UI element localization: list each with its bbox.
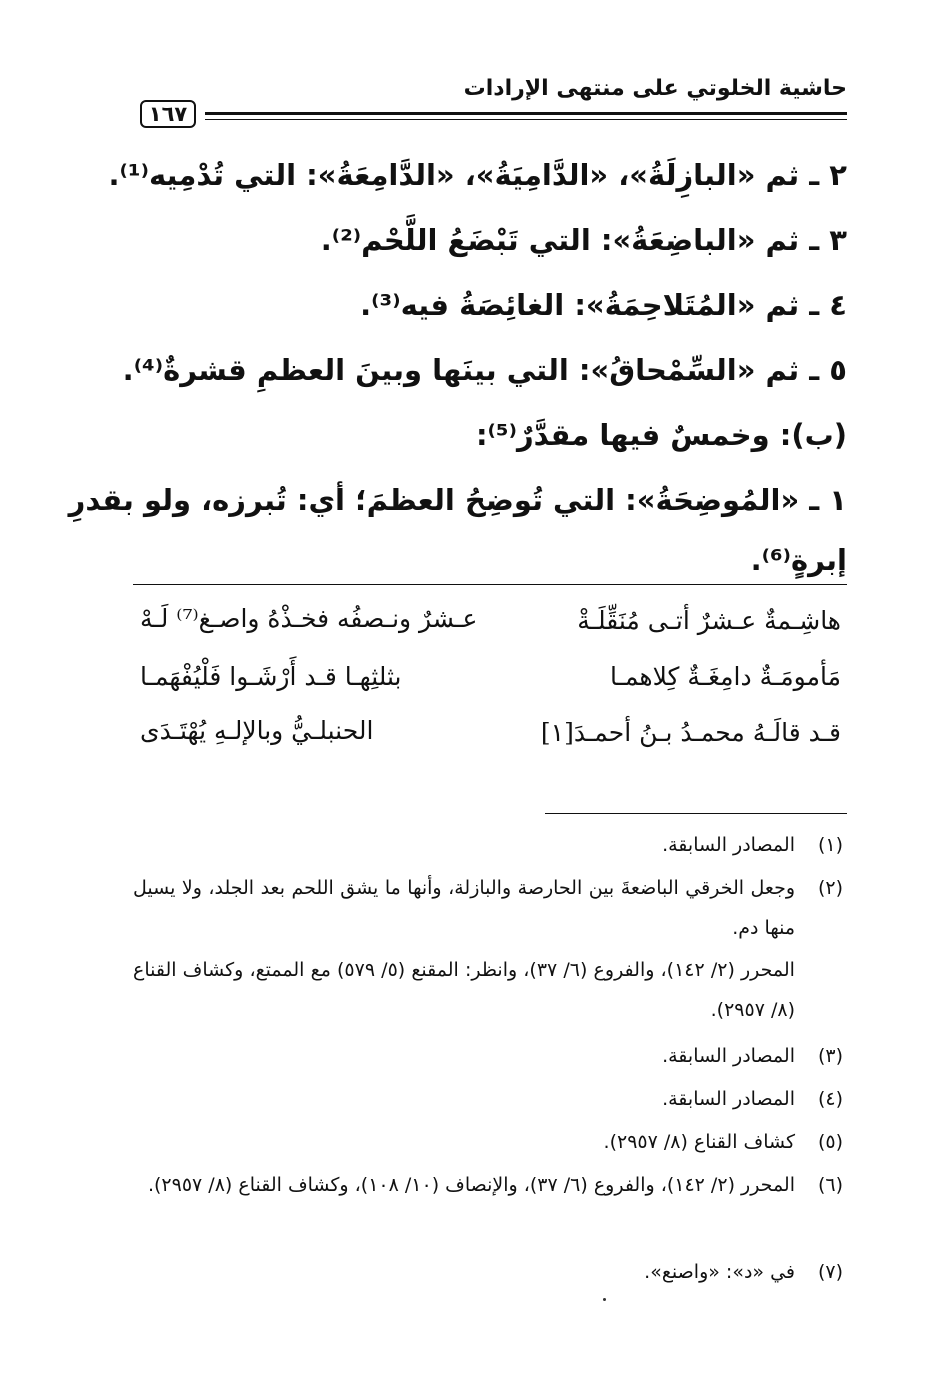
page-number: ١٦٧: [140, 100, 196, 128]
text-line-4: ٤ ـ ثم «المُتَلاحِمَةُ»: الغائِصَةُ فيه⁽³⁾.: [360, 288, 847, 322]
footnote-number: (٧): [817, 1261, 843, 1283]
footnote-number: (٤): [817, 1088, 843, 1110]
footnote-5: [133, 1122, 843, 1162]
poem-verse-1-left: عـشرٌ ونـصفُه فخـذْهُ واصـغ⁽⁷⁾ لَـهْ: [140, 604, 478, 633]
footnote-number: (٦): [817, 1174, 843, 1196]
footnote-text: المصادر السابقة.: [662, 1088, 795, 1110]
footnote-6-text: المحرر (٢/ ١٤٢)، والفروع (٦/ ٣٧)، والإنصاف (١٠/ ١٠٨)، وكشاف القناع (٨/ ٢٩٥٧).: [147, 1174, 795, 1196]
main-text-divider: [133, 584, 847, 585]
poem-verse-1-right: هاشِـمةٌ عـشرٌ أتـى مُنَقِّلَـةْ: [577, 606, 841, 635]
footnote-2-sources: المحرر (٢/ ١٤٢)، والفروع (٦/ ٣٧)، وانظر: المقنع (٥/ ٥٧٩) مع الممتع، وكشاف القناع (٨/ ٢٩٥٧).: [133, 959, 795, 1021]
text-line-3: ٣ ـ ثم «الباضِعَةُ»: التي تَبْضَعُ اللَّحْم⁽²⁾.: [320, 223, 847, 257]
footnote-1: [133, 825, 843, 865]
text-line-5: ٥ ـ ثم «السِّمْحاقُ»: التي بينَها وبينَ العظمِ قشرةٌ⁽⁴⁾.: [122, 353, 847, 387]
poem-verse-3-left: الحنبلـيُّ وبالإلـهِ يُهْتَـدَى: [140, 716, 374, 745]
header-rule-thick: [205, 112, 847, 115]
text-line-1a: ١ ـ «المُوضِحَةُ»: التي تُوضِحُ العظمَ؛ أي: تُبرزه، ولو بقدرِ: [68, 483, 847, 517]
footnote-number: (٣): [817, 1045, 843, 1067]
footnote-divider: [545, 813, 847, 814]
text-line-1b: إبرةٍ⁽⁶⁾.: [750, 543, 847, 577]
footnote-number: (١): [817, 834, 843, 856]
footnote-text: في «د»: «واصنع».: [644, 1261, 795, 1283]
footnote-text: المصادر السابقة.: [662, 834, 795, 856]
text-line-b: (ب): وخمسٌ فيها مقدَّرٌ⁽⁵⁾:: [475, 418, 847, 452]
footnote-number: (٥): [817, 1131, 843, 1153]
footnote-text: كشاف القناع (٨/ ٢٩٥٧).: [603, 1131, 795, 1153]
running-header-title: حاشية الخلوتي على منتهى الإرادات: [463, 76, 847, 101]
poem-verse-2-right: مَأمومَـةٌ دامِغَـةٌ كِلاهمـا: [610, 662, 841, 691]
footnote-text: المصادر السابقة.: [662, 1045, 795, 1067]
footnote-number: (٢): [817, 877, 843, 899]
scan-speck: [603, 1298, 606, 1301]
footnote-2-text: وجعل الخرقي الباضعةَ بين الحارصة والبازلة، وأنها ما يشق اللحم بعد الجلد، ولا يسيل منها دم.: [133, 877, 795, 939]
footnote-4: [133, 1079, 843, 1119]
text-line-2: ٢ ـ ثم «البازِلَةُ»، «الدَّامِيَةُ»، «الدَّامِعَةُ»: التي تُدْمِيه⁽¹⁾.: [108, 158, 847, 192]
footnote-3: [133, 1036, 843, 1076]
poem-verse-2-left: بثلثِهـا قـد أَرْشَـوا فَلْيُفْهَمـا: [140, 662, 402, 691]
poem-verse-3-right: قـد قالَـهُ محمـدُ بـنُ أحمـدَ[١]: [540, 718, 841, 747]
header-rule-thin: [205, 119, 847, 120]
footnote-7: [133, 1252, 843, 1292]
